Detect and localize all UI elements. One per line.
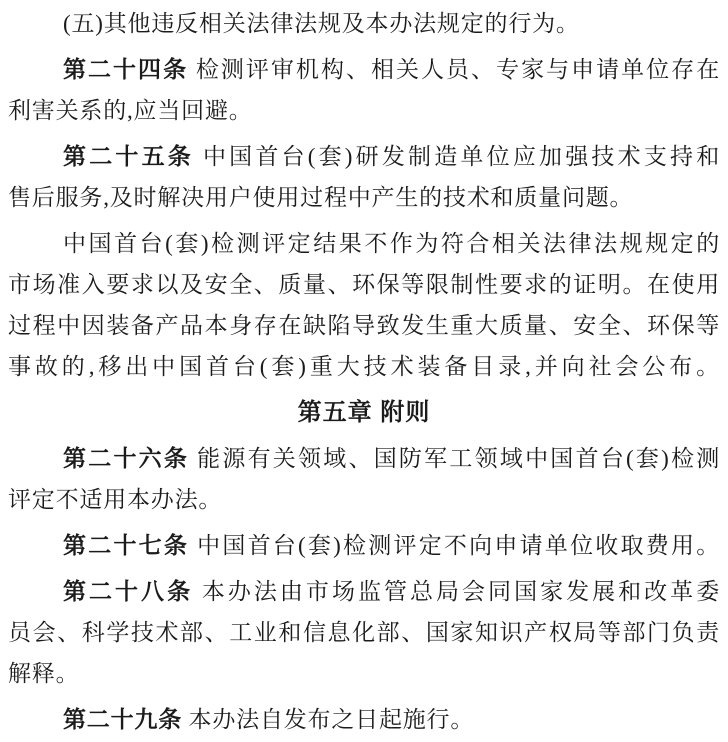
- article-number: 第二十八条: [63, 578, 194, 604]
- article-28-line-3: 解释。: [8, 661, 80, 686]
- article-24-line-2: 利害关系的,应当回避。: [8, 98, 253, 123]
- article-29-line: 第二十九条 本办法自发布之日起施行。: [63, 706, 475, 732]
- article-26-line-1: 第二十六条 能源有关领域、国防军工领域中国首台(套)检测: [63, 445, 721, 471]
- article-26-line-2: 评定不适用本办法。: [8, 487, 223, 512]
- article-28-line-1: 第二十八条 本办法由市场监管总局会同国家发展和改革委: [63, 578, 720, 604]
- article-number: 第二十七条: [63, 532, 190, 558]
- article-number: 第二十九条: [63, 706, 182, 732]
- result-para-line-1: 中国首台(套)检测评定结果不作为符合相关法律法规规定的: [63, 231, 720, 256]
- document-body: [8, 3, 720, 740]
- result-para-line-3: 过程中因装备产品本身存在缺陷导致发生重大质量、安全、环保等: [8, 313, 720, 338]
- article-24-line-1: 第二十四条 检测评审机构、相关人员、专家与申请单位存在: [63, 56, 720, 82]
- result-para-line-2: 市场准入要求以及安全、质量、环保等限制性要求的证明。在使用: [8, 272, 720, 297]
- result-para-line-4: 事故的,移出中国首台(套)重大技术装备目录,并向社会公布。: [8, 354, 720, 379]
- clause-5-line: (五)其他违反相关法律法规及本办法规定的行为。: [63, 11, 580, 36]
- chapter-5-heading: 第五章 附则: [297, 399, 431, 426]
- article-25-line-1: 第二十五条 中国首台(套)研发制造单位应加强技术支持和: [63, 143, 721, 169]
- article-28-line-2: 员会、科学技术部、工业和信息化部、国家知识产权局等部门负责: [8, 620, 720, 645]
- article-number: 第二十五条: [63, 143, 194, 169]
- article-number: 第二十四条: [63, 56, 189, 82]
- article-25-line-2: 售后服务,及时解决用户使用过程中产生的技术和质量问题。: [8, 185, 634, 210]
- article-number: 第二十六条: [63, 445, 190, 471]
- article-27-line: 第二十七条 中国首台(套)检测评定不向申请单位收取费用。: [63, 532, 721, 558]
